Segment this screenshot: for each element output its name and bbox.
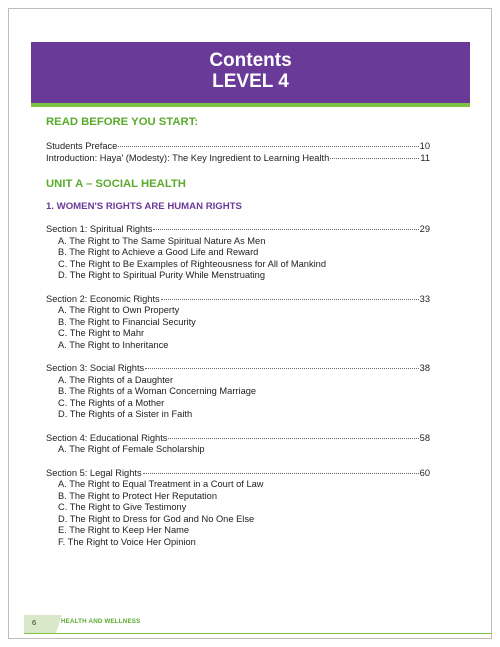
toc-section[interactable] <box>46 294 430 306</box>
section-item: A. The Rights of a Daughter <box>58 374 174 385</box>
section-item: A. The Right to Equal Treatment in a Court of Law <box>58 479 264 489</box>
section-page: 58 <box>419 432 430 443</box>
section-item: C. The Right to Give Testimony <box>58 502 187 512</box>
section-page: 29 <box>419 224 430 234</box>
dot-leader <box>168 438 418 439</box>
section-title: Section 2: Economic Rights <box>46 293 160 304</box>
toc-entry-title: Students Preface <box>46 141 118 151</box>
toc-entry-title: Introduction: Haya' (Modesty): The Key Ingredient to Learning Health <box>46 152 330 163</box>
footer-label: HEALTH AND WELLNESS <box>61 618 141 625</box>
chapter-heading: 1. WOMEN'S RIGHTS ARE HUMAN RIGHTS <box>46 201 242 212</box>
contents-header <box>31 42 470 103</box>
section-item: E. The Right to Keep Her Name <box>58 525 190 535</box>
section-item: C. The Right to Be Examples of Righteousness for All of Mankind <box>58 258 327 269</box>
header-accent-bar <box>31 103 470 107</box>
section-item: C. The Right to Mahr <box>58 328 145 338</box>
level-title: LEVEL 4 <box>212 71 289 92</box>
section-item: C. The Rights of a Mother <box>58 397 165 408</box>
dot-leader <box>118 146 418 147</box>
section-item: D. The Rights of a Sister in Faith <box>58 409 193 419</box>
toc-entry[interactable] <box>46 141 430 153</box>
section-title: Section 5: Legal Rights <box>46 467 142 478</box>
dot-leader <box>161 299 419 300</box>
section-item: A. The Right of Female Scholarship <box>58 444 205 454</box>
toc-entry-page: 10 <box>419 141 430 151</box>
footer-page-number: 6 <box>32 618 37 627</box>
section-page: 60 <box>419 467 430 478</box>
toc-entry-page: 11 <box>420 152 430 163</box>
footer-rule <box>24 633 492 634</box>
section-item: B. The Rights of a Woman Concerning Marriage <box>58 386 257 396</box>
section-item: F. The Right to Voice Her Opinion <box>58 536 196 547</box>
section-item: A. The Right to The Same Spiritual Nature As Men <box>58 235 266 246</box>
dot-leader <box>143 473 419 474</box>
toc-section[interactable] <box>46 468 430 480</box>
footer-page-tab <box>24 615 62 633</box>
dot-leader <box>153 229 418 230</box>
section-item: B. The Right to Financial Security <box>58 316 196 327</box>
section-item: D. The Right to Spiritual Purity While Menstruating <box>58 270 266 280</box>
section-page: 33 <box>419 293 430 304</box>
page-footer <box>8 609 492 637</box>
section-item: D. The Right to Dress for God and No One Else <box>58 513 255 524</box>
section-title: Section 1: Spiritual Rights <box>46 224 153 234</box>
dot-leader <box>330 158 419 159</box>
read-before-heading: READ BEFORE YOU START: <box>46 116 199 128</box>
section-title: Section 3: Social Rights <box>46 363 145 373</box>
toc-content <box>46 116 430 548</box>
section-item: B. The Right to Achieve a Good Life and Reward <box>58 247 259 257</box>
section-title: Section 4: Educational Rights <box>46 432 168 443</box>
section-item: A. The Right to Own Property <box>58 305 180 315</box>
dot-leader <box>145 368 418 369</box>
section-item: B. The Right to Protect Her Reputation <box>58 490 217 501</box>
unit-heading: UNIT A – SOCIAL HEALTH <box>46 178 186 190</box>
page-title: Contents <box>209 50 292 71</box>
toc-section[interactable] <box>46 363 430 375</box>
section-page: 38 <box>419 363 430 373</box>
toc-section[interactable] <box>46 433 430 445</box>
section-item: A. The Right to Inheritance <box>58 339 169 350</box>
toc-section[interactable] <box>46 224 430 236</box>
toc-entry[interactable] <box>46 153 430 165</box>
